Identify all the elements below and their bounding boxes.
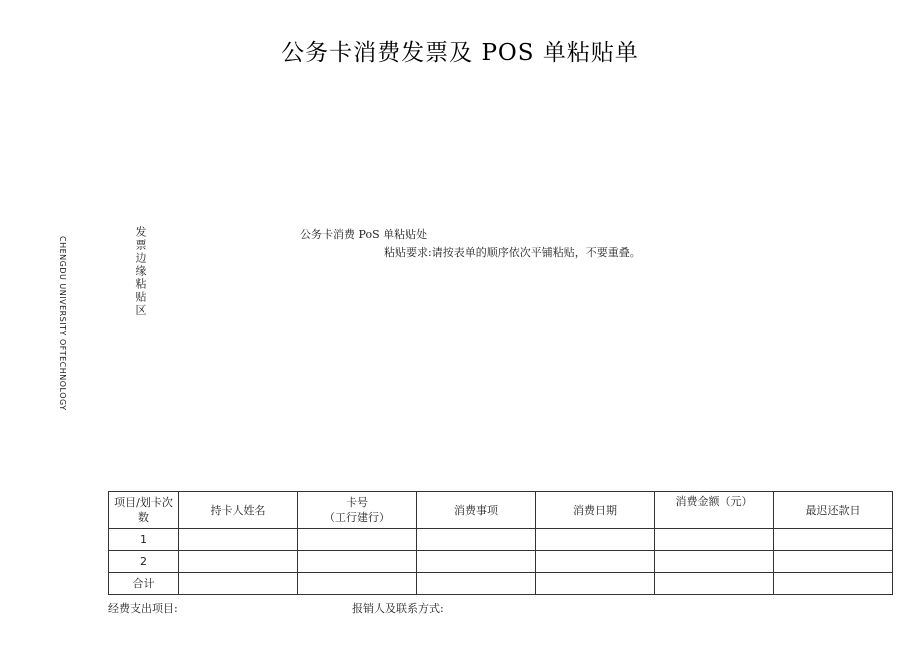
header-expense-item: 消费事项: [417, 492, 536, 529]
table-cell[interactable]: [179, 551, 298, 573]
table-cell[interactable]: [774, 529, 893, 551]
header-card-bank-note: （工行建行）: [324, 511, 390, 524]
row-label: 2: [109, 551, 179, 573]
header-cardholder-name: 持卡人姓名: [179, 492, 298, 529]
table-cell[interactable]: [536, 551, 655, 573]
table-cell[interactable]: [417, 529, 536, 551]
header-card-number: [298, 492, 417, 529]
table-row: [109, 529, 893, 551]
header-item-swipes: 项目/划卡次数: [109, 492, 179, 529]
table-total-row: [109, 573, 893, 595]
page-title: 公务卡消费发票及 POS 单粘贴单: [281, 40, 639, 66]
header-expense-amount: 消费金额（元）: [655, 492, 774, 529]
pos-paste-area-title: 公务卡消费 PoS 单粘贴处: [300, 228, 428, 241]
table-cell[interactable]: [417, 573, 536, 595]
paste-requirement: 粘贴要求:请按表单的顺序依次平铺粘贴，不要重叠。: [384, 246, 641, 259]
table-row: [109, 551, 893, 573]
invoice-edge-paste-zone: 发票边缘粘贴区: [134, 226, 147, 317]
table-cell[interactable]: [179, 573, 298, 595]
table-cell[interactable]: [298, 529, 417, 551]
table-cell[interactable]: [536, 573, 655, 595]
table-cell[interactable]: [774, 551, 893, 573]
table-header-row: [109, 492, 893, 529]
reimburser-contact-label: 报销人及联系方式:: [352, 602, 444, 615]
table-cell[interactable]: [655, 551, 774, 573]
table-cell[interactable]: [417, 551, 536, 573]
table-cell[interactable]: [655, 529, 774, 551]
table-cell[interactable]: [298, 573, 417, 595]
table-cell[interactable]: [774, 573, 893, 595]
row-label: 1: [109, 529, 179, 551]
card-expense-table: [108, 491, 893, 595]
university-side-text: CHENGDU UNIVERSITY OFTECHNOLOGY: [58, 236, 67, 411]
header-repayment-deadline: 最迟还款日: [774, 492, 893, 529]
row-label-total: 合计: [109, 573, 179, 595]
header-expense-date: 消费日期: [536, 492, 655, 529]
header-card-number-label: 卡号: [346, 496, 368, 509]
table-cell[interactable]: [179, 529, 298, 551]
table-cell[interactable]: [655, 573, 774, 595]
table-cell[interactable]: [298, 551, 417, 573]
table-cell[interactable]: [536, 529, 655, 551]
expense-item-label: 经费支出项目:: [108, 602, 178, 615]
